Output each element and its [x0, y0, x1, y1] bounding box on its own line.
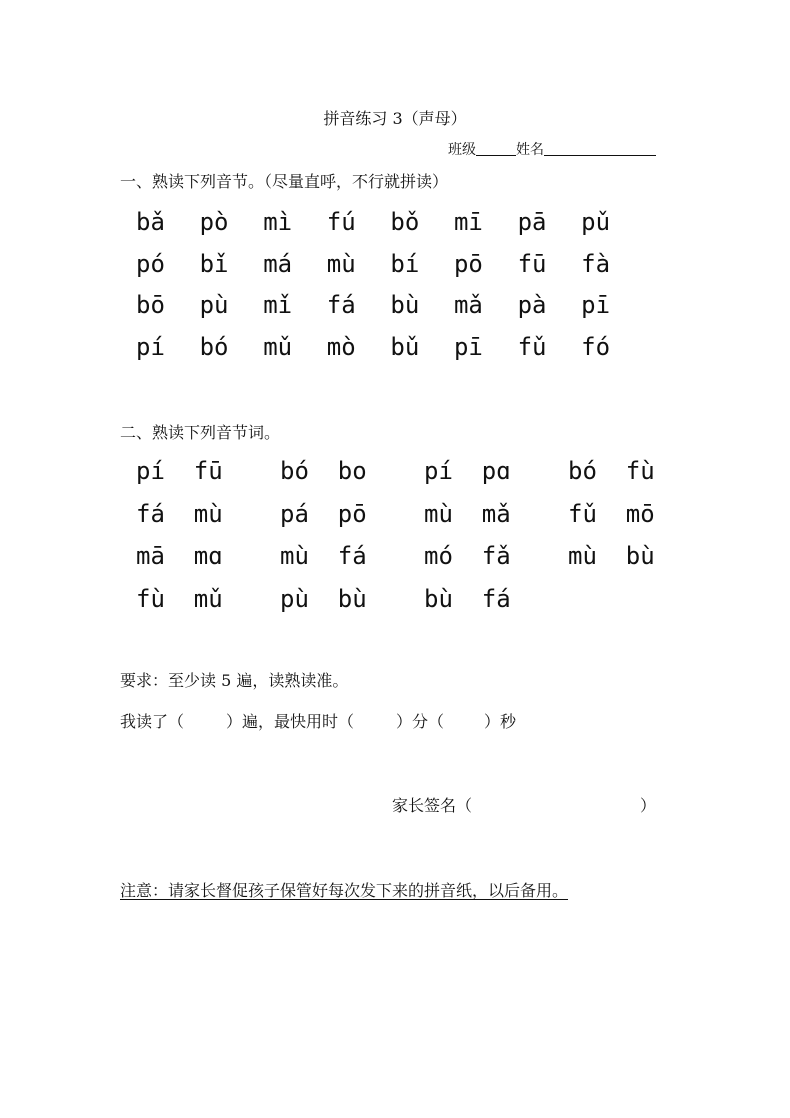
record-part1: 我读了（: [120, 712, 185, 731]
pinyin-word: mù mǎ: [424, 499, 511, 528]
syllable: pò: [199, 208, 229, 236]
section1-heading: 一、熟读下列音节。（尽量直呼，不行就拼读）: [120, 172, 449, 191]
syllable: fá: [326, 291, 356, 319]
syllable: bǒ: [390, 208, 420, 236]
syllable: pō: [453, 249, 483, 278]
syllable-row: [136, 289, 645, 331]
syllable: fū: [517, 249, 547, 278]
class-label: 班级: [448, 142, 476, 158]
record-part4: ）秒: [484, 712, 517, 731]
word-grid: [136, 455, 712, 625]
requirement-text: 要求：至少读 5 遍，读熟读准。: [120, 671, 349, 690]
reading-record: [120, 709, 516, 732]
signature-close: ）: [640, 796, 657, 815]
pinyin-word: pí fū: [136, 457, 223, 485]
syllable: mǐ: [263, 291, 293, 319]
syllable: pī: [581, 291, 611, 319]
pinyin-word: pí pɑ: [424, 457, 511, 485]
syllable: pǔ: [581, 208, 611, 236]
pinyin-word: bó fù: [568, 457, 655, 485]
note-text: 注意：请家长督促孩子保管好每次发下来的拼音纸，以后备用。: [120, 881, 569, 900]
syllable-row: [136, 331, 645, 373]
pinyin-word: bù fá: [424, 584, 511, 613]
syllable: mī: [453, 208, 483, 236]
pinyin-word: pù bù: [280, 584, 367, 613]
pinyin-word: bó bo: [280, 457, 367, 485]
word-row: [136, 498, 712, 541]
class-name-line: [448, 139, 656, 159]
word-row: [136, 455, 712, 498]
pinyin-word: mù fá: [280, 542, 367, 570]
word-row: [136, 540, 712, 583]
class-blank[interactable]: [476, 141, 516, 156]
word-row: [136, 583, 712, 626]
syllable: fǔ: [517, 332, 547, 361]
syllable: pó: [136, 249, 165, 278]
record-part3: ）分（: [396, 712, 445, 731]
syllable: má: [263, 249, 293, 278]
syllable-row: [136, 206, 645, 248]
syllable: bǐ: [199, 249, 229, 278]
syllable: fà: [581, 249, 611, 278]
syllable: mò: [326, 332, 356, 361]
syllable: pí: [136, 332, 165, 361]
syllable: pù: [199, 291, 229, 319]
syllable: pā: [517, 208, 547, 236]
page-title: 拼音练习 3（声母）: [323, 109, 467, 128]
syllable: bù: [390, 291, 420, 319]
syllable-grid: [136, 206, 645, 372]
pinyin-word: mó fǎ: [424, 542, 511, 570]
pinyin-word: fǔ mō: [568, 499, 655, 528]
syllable: bǎ: [136, 208, 165, 236]
syllable: mì: [263, 208, 293, 236]
syllable: fú: [326, 208, 356, 236]
syllable: pī: [453, 332, 483, 361]
syllable: pà: [517, 291, 547, 319]
syllable: bí: [390, 249, 420, 278]
pinyin-word: fá mù: [136, 499, 223, 528]
record-part2: ）遍，最快用时（: [226, 712, 355, 731]
syllable: fó: [581, 332, 611, 361]
pinyin-word: fù mǔ: [136, 584, 223, 613]
pinyin-word: mù bù: [568, 542, 655, 570]
syllable: mǎ: [453, 291, 483, 319]
syllable: mǔ: [263, 332, 293, 361]
name-label: 姓名: [516, 142, 544, 158]
syllable: bǔ: [390, 332, 420, 361]
syllable: bō: [136, 291, 165, 319]
pinyin-word: mā mɑ: [136, 542, 223, 570]
syllable: bó: [199, 332, 229, 361]
name-blank[interactable]: [544, 141, 656, 156]
pinyin-word: pá pō: [280, 499, 367, 528]
signature-label: 家长签名（: [392, 796, 473, 815]
section2-heading: 二、熟读下列音节词。: [120, 423, 281, 442]
syllable-row: [136, 248, 645, 290]
parent-signature: [392, 793, 656, 816]
syllable: mù: [326, 249, 356, 278]
